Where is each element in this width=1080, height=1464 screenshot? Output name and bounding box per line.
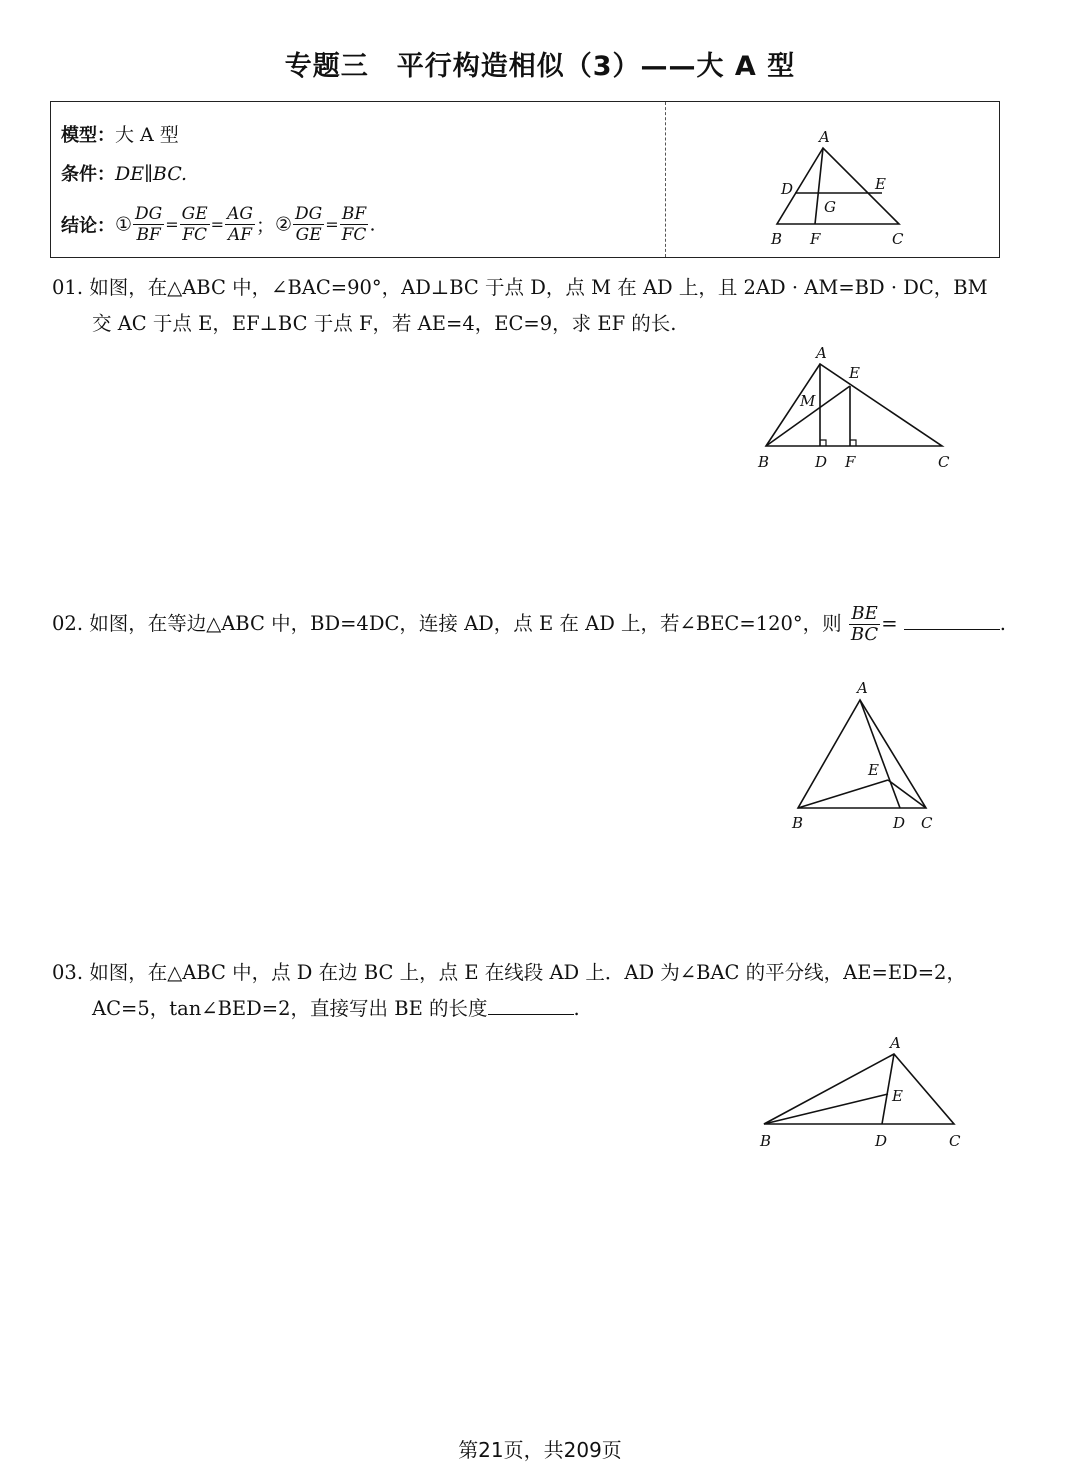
fraction-dg-ge: $\frac{DG}{GE}$ (295, 204, 323, 245)
line-ad (860, 700, 900, 808)
model-label: 模型： (61, 125, 115, 146)
label-f: F (810, 230, 821, 248)
question-3-line1: 如图，在△ABC 中，点 D 在边 BC 上，点 E 在线段 AD 上．AD 为∠BAC 的平分线，AE=ED=2， (89, 961, 966, 984)
label-c: C (892, 230, 904, 248)
model-row (61, 120, 179, 147)
condition-label: 条件： (61, 164, 115, 185)
question-3 (52, 955, 1012, 1027)
conclusion-row (61, 204, 375, 245)
label-a: A (890, 1034, 901, 1052)
label-b: B (758, 453, 770, 471)
model-box (50, 101, 1000, 258)
label-e: E (849, 364, 860, 382)
fraction-be-bc: $\frac{BE}{BC}$ (850, 603, 879, 645)
fraction-bf-fc: $\frac{BF}{FC}$ (341, 204, 367, 245)
label-b: B (792, 814, 804, 832)
line-ec (888, 780, 926, 808)
label-e: E (868, 761, 879, 779)
question-3-figure (750, 1030, 970, 1160)
label-c: C (949, 1132, 961, 1150)
label-a: A (819, 128, 830, 146)
mark-1: ① (115, 213, 133, 236)
label-c: C (921, 814, 933, 832)
line-be (764, 1094, 888, 1124)
period: . (573, 997, 580, 1020)
label-a: A (816, 344, 827, 362)
question-1-line1: 如图，在△ABC 中，∠BAC=90°，AD⊥BC 于点 D，点 M 在 AD 上，且 2AD · AM=BD · DC，BM (89, 276, 988, 299)
label-e: E (875, 175, 886, 193)
model-figure (751, 120, 911, 250)
condition-row (61, 160, 187, 186)
label-d: D (893, 814, 906, 832)
label-c: C (938, 453, 950, 471)
right-angle-f (850, 440, 856, 446)
answer-blank-3 (488, 1013, 574, 1015)
label-b: B (760, 1132, 772, 1150)
question-2-figure (780, 676, 950, 836)
label-g: G (824, 198, 836, 216)
fraction-ge-fc: $\frac{GE}{FC}$ (181, 204, 208, 245)
box-divider (665, 102, 666, 257)
question-1-line2: 交 AC 于点 E，EF⊥BC 于点 F，若 AE=4，EC=9，求 EF 的长. (92, 312, 677, 335)
equals: = (165, 215, 179, 234)
page-footer: 第21页，共209页 (458, 1438, 622, 1462)
equals: = (325, 215, 339, 234)
label-a: A (857, 679, 868, 697)
question-1 (52, 270, 1012, 342)
label-d: D (781, 180, 794, 198)
question-1-number: 01. (52, 276, 84, 299)
triangle-abc (798, 700, 926, 808)
question-2-number: 02. (52, 612, 84, 635)
model-value: 大 A 型 (115, 124, 179, 146)
period: . (999, 612, 1006, 635)
fraction-dg-bf: $\frac{DG}{BF}$ (135, 204, 163, 245)
question-2-text: 如图，在等边△ABC 中，BD=4DC，连接 AD，点 E 在 AD 上，若∠BEC=120°，则 (89, 612, 842, 635)
equals: = (881, 612, 898, 635)
answer-blank-2 (904, 628, 1000, 630)
question-2 (52, 604, 1012, 645)
label-b: B (771, 230, 783, 248)
conclusion-label: 结论： (61, 215, 115, 237)
page-title: 专题三 平行构造相似（3）——大 A 型 (284, 51, 796, 82)
condition-value: DE∥BC. (115, 163, 188, 185)
question-3-number: 03. (52, 961, 84, 984)
label-f: F (845, 453, 856, 471)
question-3-line2: AC=5，tan∠BED=2，直接写出 BE 的长度 (92, 997, 488, 1020)
label-d: D (875, 1132, 888, 1150)
triangle-abc (764, 1054, 954, 1124)
label-m: M (800, 392, 816, 410)
question-1-figure (748, 340, 968, 480)
label-e: E (892, 1087, 903, 1105)
label-d: D (815, 453, 828, 471)
separator: ； (255, 215, 275, 237)
period: . (369, 213, 376, 236)
right-angle-d (820, 440, 826, 446)
mark-2: ② (274, 213, 292, 236)
fraction-ag-af: $\frac{AG}{AF}$ (227, 204, 253, 245)
equals: = (210, 215, 225, 234)
question-3-line2-wrap (52, 991, 1012, 1027)
